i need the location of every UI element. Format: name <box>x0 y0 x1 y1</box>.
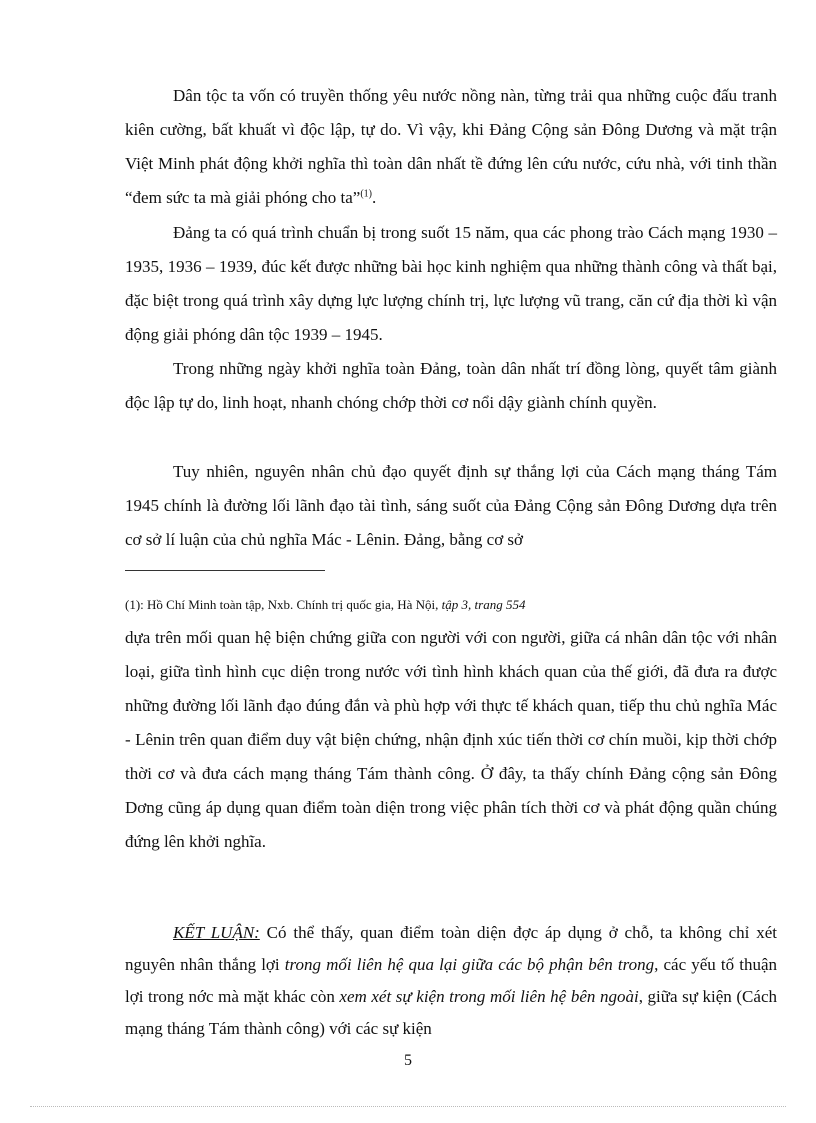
conclusion-text-1: Có thể thấy, quan điểm toàn diện đợc áp dụng ở chỗ, ta không chỉ xét nguyên nhân thắng lợi <box>125 923 777 974</box>
conclusion-italic-1: trong mối liên hệ qua lại giữa các bộ phận bên trong <box>284 955 655 974</box>
footnote-separator <box>125 570 325 571</box>
paragraph-2: Đảng ta có quá trình chuẩn bị trong suốt 15 năm, qua các phong trào Cách mạng 1930 – 1935, 1936 – 1939, đúc kết được những bài học kinh nghiệm qua những thành công và thất bại, đặc biệt trong quá trình xây dựng lực lượng chính trị, lực lượng vũ trang, căn cứ địa thời kì vận động giải phóng dân tộc 1939 – 1945. <box>125 223 777 344</box>
footnote-reference: (1) <box>360 188 372 200</box>
paragraph-1-text: Dân tộc ta vốn có truyền thống yêu nước nồng nàn, từng trải qua những cuộc đấu tranh kiên cường, bất khuất vì độc lập, tự do. Vì vậy, khi Đảng Cộng sản Đông Dương và mặt trận Việt Minh phát động khởi nghĩa thì toàn dân nhất tề đứng lên cứu nước, cứu nhà, với tinh thần “đem sức ta mà giải phóng cho ta” <box>125 86 777 207</box>
paragraph-3: Trong những ngày khởi nghĩa toàn Đảng, toàn dân nhất trí đồng lòng, quyết tâm giành độc lập tự do, linh hoạt, nhanh chóng chớp thời cơ nổi dậy giành chính quyền. <box>125 359 777 412</box>
conclusion-paragraph <box>125 917 777 1045</box>
footnote <box>125 596 777 614</box>
paragraph-1 <box>125 79 777 215</box>
footnote-italic: tập 3, trang 554 <box>441 597 526 612</box>
conclusion-italic-2: xem xét sự kiện trong mối liên hệ bên ngoài <box>339 987 639 1006</box>
paragraph-4: Tuy nhiên, nguyên nhân chủ đạo quyết định sự thắng lợi của Cách mạng tháng Tám 1945 chính là đường lối lãnh đạo tài tình, sáng suốt của Đảng Cộng sản Đông Dương dựa trên cơ sở lí luận của chủ nghĩa Mác - Lênin. Đảng, bằng cơ sở <box>125 462 777 549</box>
paragraph-1-end: . <box>372 188 377 207</box>
paragraph-5: dựa trên mối quan hệ biện chứng giữa con người với con người, giữa cá nhân dân tộc với nhân loại, giữa tình hình cục diện trong nước với tình hình khách quan của thế giới, đã đưa ra được những đường lối lãnh đạo đúng đắn và phù hợp với thực tế khách quan, tiếp thu chủ nghĩa Mác - Lênin trên quan điểm duy vật biện chứng, nhận định xúc tiến thời cơ chín muồi, kịp thời chớp thời cơ và đưa cách mạng tháng Tám thành công. Ở đây, ta thấy chính Đảng cộng sản Đông Dơng cũng áp dụng quan điểm toàn diện trong việc phân tích thời cơ và phát động quần chúng đứng lên khởi nghĩa. <box>125 628 777 851</box>
conclusion-text-3: , giữa sự kiện (Cách mạng tháng Tám thành công) với các sự kiện <box>125 987 777 1038</box>
conclusion-text-2: , các yếu tố thuận lợi trong nớc mà mặt khác còn <box>125 955 778 1006</box>
page-number: 5 <box>404 1052 412 1069</box>
footnote-text: (1): Hồ Chí Minh toàn tập, Nxb. Chính trị quốc gia, Hà Nội, <box>125 597 442 612</box>
conclusion-label: KẾT LUẬN: <box>173 923 260 942</box>
page-boundary <box>30 1106 786 1107</box>
